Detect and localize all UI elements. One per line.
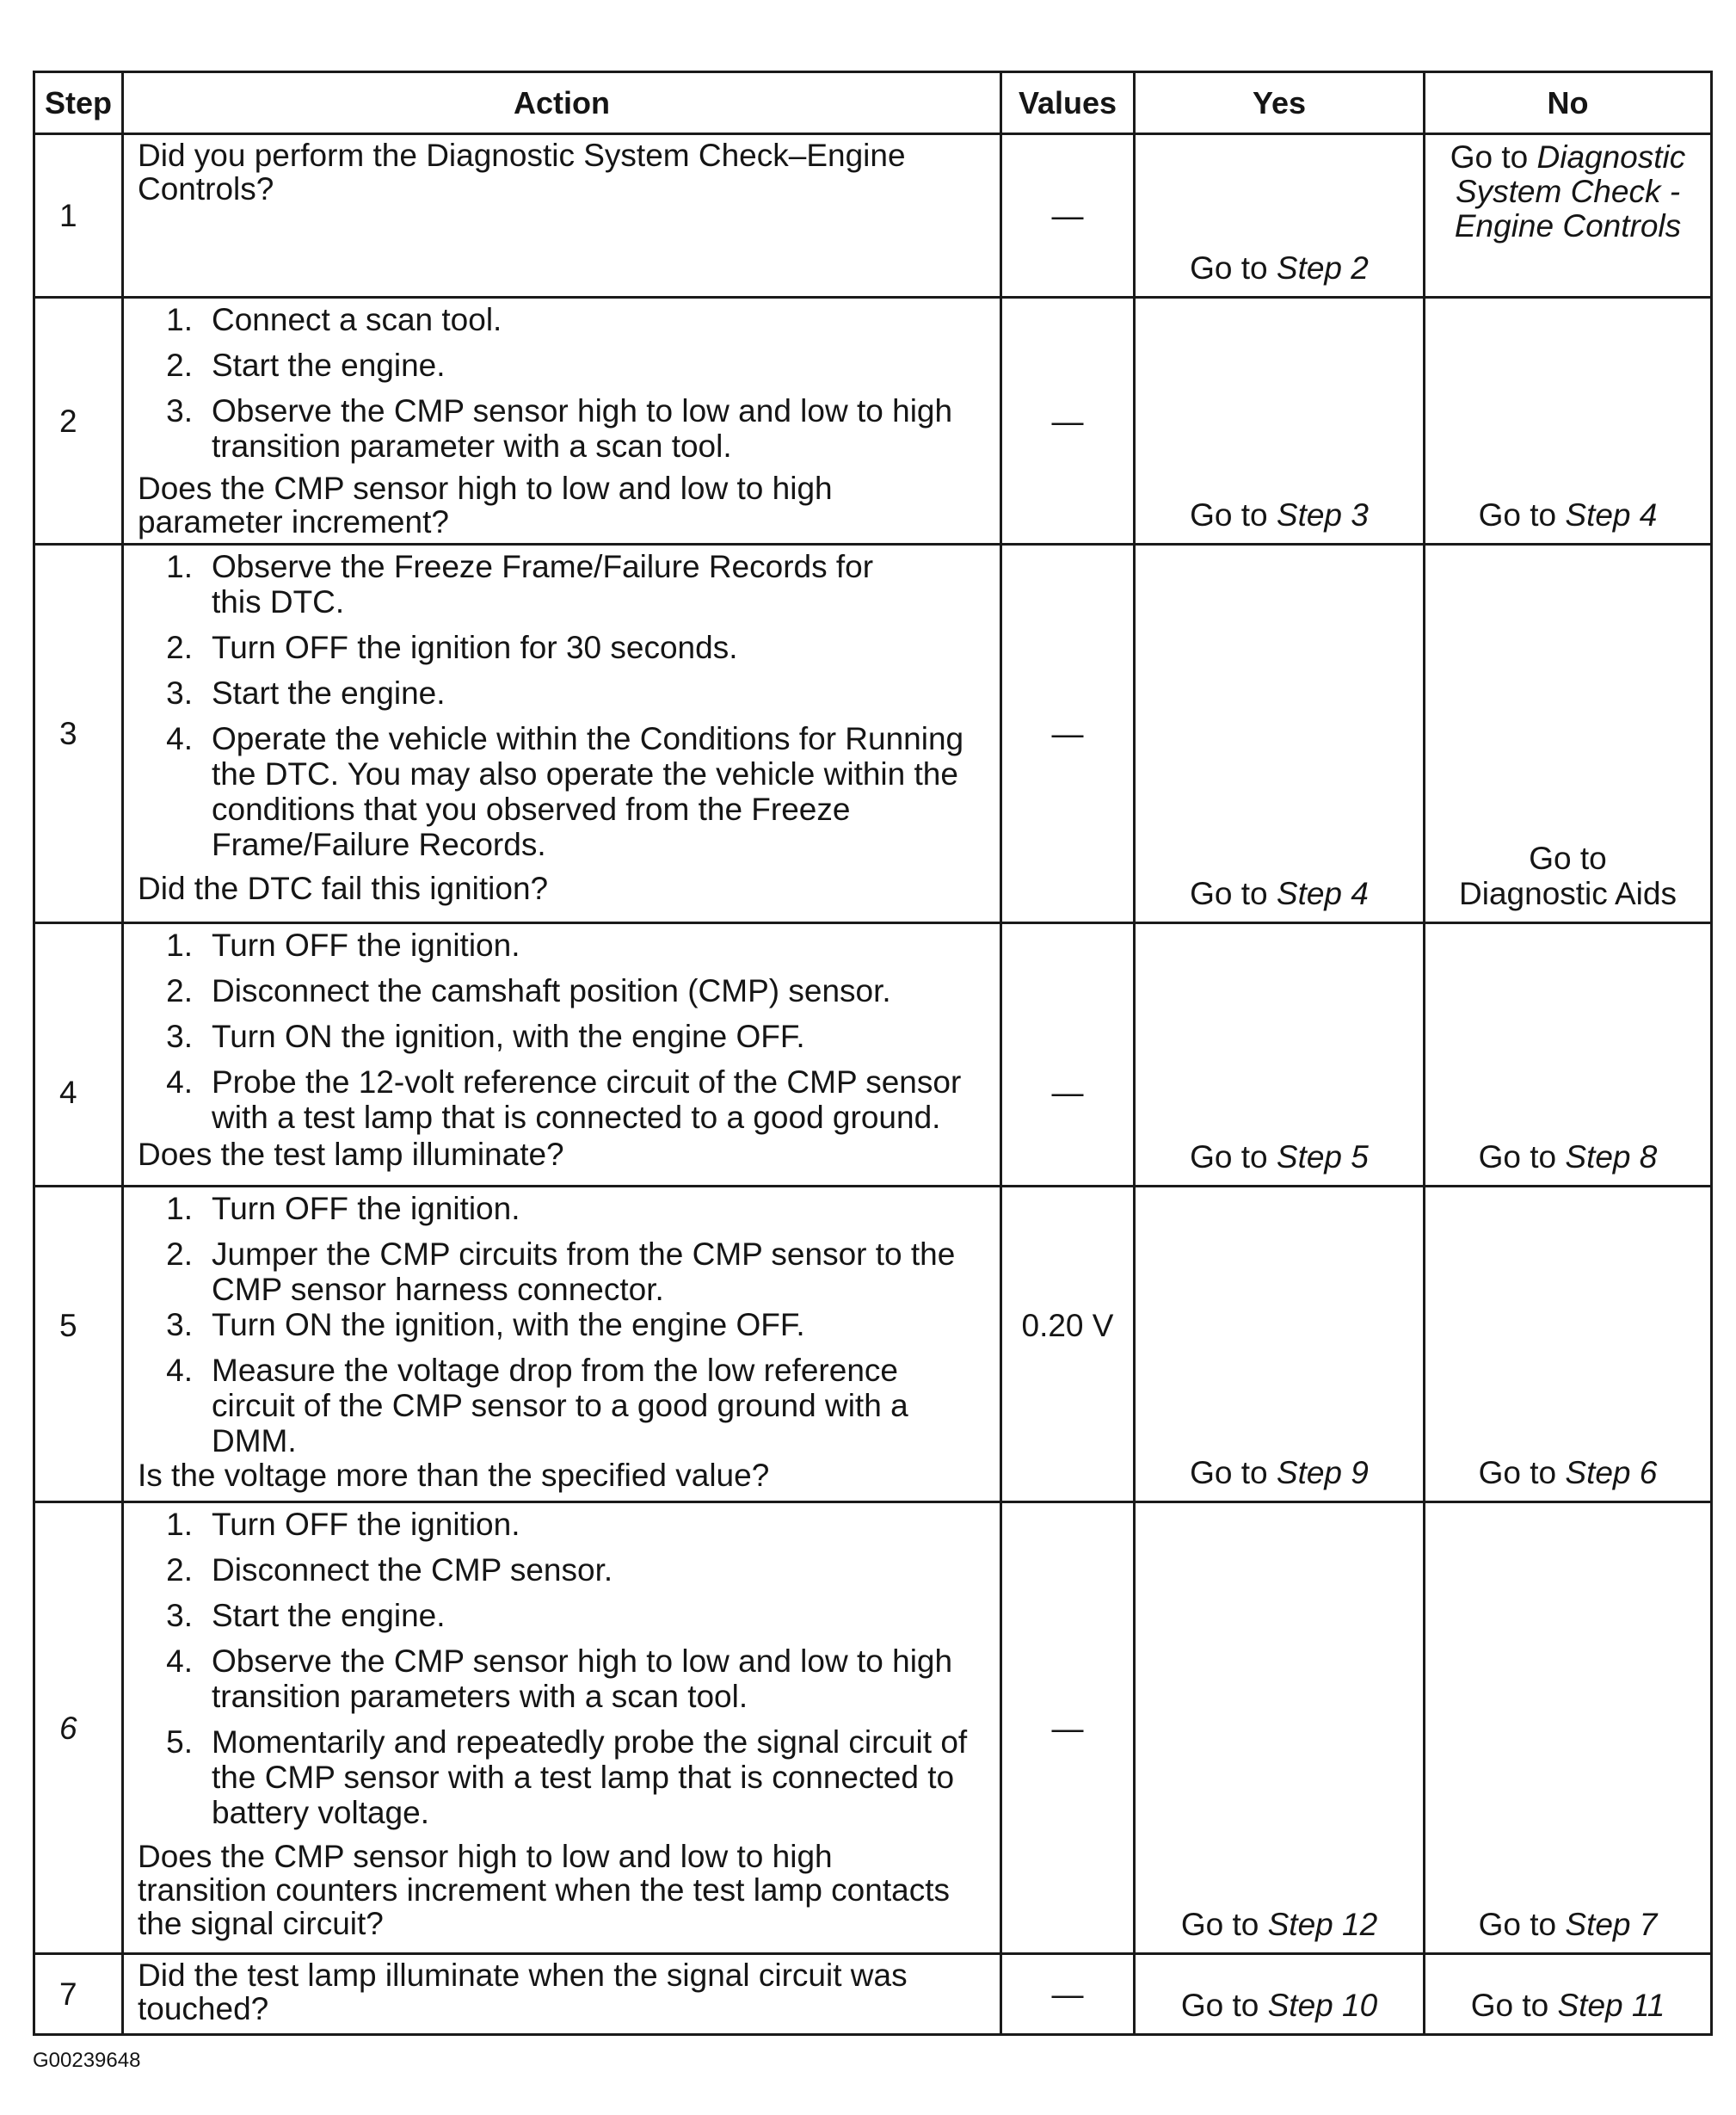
yes-prefix: Go to — [1190, 876, 1268, 911]
item-line: Observe the CMP sensor high to low and low to high — [212, 1643, 953, 1679]
item-number: 2. — [166, 348, 193, 383]
row-2-step — [35, 299, 121, 543]
row-7-no — [1425, 1955, 1710, 2033]
item-line: Frame/Failure Records. — [212, 827, 546, 862]
item-line: Measure the voltage drop from the low reference — [212, 1353, 898, 1388]
item-number: 3. — [166, 675, 193, 711]
action-item — [138, 1507, 993, 1542]
item-line: Turn ON the ignition, with the engine OFF. — [212, 1307, 805, 1342]
item-number: 1. — [166, 1507, 193, 1542]
row-3-no — [1425, 546, 1710, 922]
action-item — [138, 1019, 993, 1054]
question-line: Did the test lamp illuminate when the signal circuit was — [138, 1958, 908, 1993]
row-6-value — [1002, 1503, 1133, 1952]
action-item — [138, 1353, 993, 1458]
row-6-question — [138, 1840, 993, 1940]
row-4-step — [35, 924, 121, 1185]
row-1-question — [138, 139, 993, 206]
row-6-no — [1425, 1503, 1710, 1952]
row-2-action — [124, 299, 1000, 543]
item-number: 4. — [166, 1353, 193, 1388]
row-4-action — [124, 924, 1000, 1185]
question-line: Did the DTC fail this ignition? — [138, 871, 549, 906]
row-7-yes — [1136, 1955, 1423, 2033]
item-number: 2. — [166, 973, 193, 1008]
item-number: 1. — [166, 1191, 193, 1226]
item-line: Disconnect the camshaft position (CMP) sensor. — [212, 973, 891, 1008]
question-line: Does the CMP sensor high to low and low to high — [138, 1839, 833, 1874]
value-text: — — [1051, 1710, 1084, 1746]
step-number: 4 — [59, 1075, 77, 1110]
item-line: transition parameter with a scan tool. — [212, 429, 732, 464]
row-2-yes — [1136, 299, 1423, 543]
yes-target: Step 5 — [1276, 1139, 1369, 1175]
question-line: touched? — [138, 1991, 269, 2026]
action-item — [138, 302, 993, 337]
yes-prefix: Go to — [1190, 1139, 1268, 1175]
item-number: 1. — [166, 928, 193, 963]
row-7-step — [35, 1955, 121, 2033]
item-line: Start the engine. — [212, 675, 446, 711]
row-5-step — [35, 1187, 121, 1501]
row-2-no — [1425, 299, 1710, 543]
yes-target: Step 9 — [1276, 1455, 1369, 1490]
row-5-action-list — [138, 1191, 993, 1458]
action-item — [138, 348, 993, 383]
no-target: Step 7 — [1565, 1907, 1658, 1942]
row-1-no — [1425, 135, 1710, 296]
yes-prefix: Go to — [1190, 250, 1268, 286]
value-text: — — [1051, 403, 1084, 439]
item-number: 3. — [166, 1307, 193, 1342]
no-prefix: Go to — [1450, 139, 1529, 175]
yes-target: Step 2 — [1276, 250, 1369, 286]
item-line: Turn OFF the ignition for 30 seconds. — [212, 630, 738, 665]
yes-text — [1181, 1988, 1377, 2023]
item-number: 4. — [166, 1643, 193, 1679]
item-line: Turn OFF the ignition. — [212, 928, 520, 963]
step-number: 3 — [59, 716, 77, 751]
row-1-yes — [1136, 135, 1423, 296]
row-2-action-list — [138, 302, 993, 464]
question-line: Is the voltage more than the specified value? — [138, 1458, 770, 1493]
row-5-value — [1002, 1187, 1133, 1501]
question-line: Controls? — [138, 171, 274, 207]
item-line: Observe the Freeze Frame/Failure Records for — [212, 549, 874, 584]
row-3-step — [35, 546, 121, 922]
yes-text — [1190, 1139, 1369, 1175]
value-text: — — [1051, 1976, 1084, 2012]
action-item — [138, 549, 993, 620]
no-text — [1459, 841, 1677, 911]
action-item — [138, 721, 993, 862]
diagnostic-table — [33, 71, 1713, 2036]
no-prefix: Go to — [1478, 1907, 1557, 1942]
row-1-value — [1002, 135, 1133, 296]
row-6-yes — [1136, 1503, 1423, 1952]
item-number: 5. — [166, 1724, 193, 1760]
header-step: Step — [35, 73, 121, 133]
yes-target: Step 10 — [1267, 1988, 1378, 2023]
step-number: 5 — [59, 1307, 77, 1343]
item-line: Turn OFF the ignition. — [212, 1507, 520, 1542]
row-3-question — [138, 872, 993, 905]
row-6-action-list — [138, 1507, 993, 1830]
item-line: conditions that you observed from the Freeze — [212, 792, 851, 827]
yes-text — [1181, 1907, 1377, 1942]
step-number: 1 — [59, 198, 77, 233]
no-prefix: Go to — [1478, 1139, 1557, 1175]
item-line: circuit of the CMP sensor to a good ground with a — [212, 1388, 908, 1423]
item-number: 4. — [166, 721, 193, 756]
question-line: Does the CMP sensor high to low and low to high — [138, 471, 833, 506]
row-5-action — [124, 1187, 1000, 1501]
yes-prefix: Go to — [1180, 1907, 1259, 1942]
no-prefix: Go to — [1478, 497, 1557, 533]
value-text: — — [1051, 716, 1084, 751]
item-line: CMP sensor harness connector. — [212, 1272, 664, 1307]
item-line: Connect a scan tool. — [212, 302, 502, 337]
item-line: battery voltage. — [212, 1795, 429, 1830]
row-4-question — [138, 1138, 993, 1171]
action-item — [138, 1236, 993, 1307]
no-target: Step 4 — [1565, 497, 1658, 533]
no-text — [1434, 140, 1702, 244]
row-4-yes — [1136, 924, 1423, 1185]
action-item — [138, 675, 993, 711]
question-line: Did you perform the Diagnostic System Check–Engine — [138, 138, 906, 173]
item-line: transition parameters with a scan tool. — [212, 1679, 748, 1714]
item-line: Probe the 12-volt reference circuit of the CMP sensor — [212, 1064, 962, 1100]
row-7-value — [1002, 1955, 1133, 2033]
no-text — [1479, 497, 1658, 533]
action-item — [138, 1064, 993, 1135]
item-number: 1. — [166, 549, 193, 584]
yes-target: Step 12 — [1267, 1907, 1378, 1942]
yes-target: Step 4 — [1276, 876, 1369, 911]
row-4-value — [1002, 924, 1133, 1185]
item-number: 2. — [166, 1236, 193, 1272]
value-text: — — [1051, 198, 1084, 233]
header-action: Action — [124, 73, 1000, 133]
row-1-action — [124, 135, 1000, 296]
no-text — [1479, 1907, 1658, 1942]
yes-text — [1190, 497, 1369, 533]
yes-prefix: Go to — [1180, 1988, 1259, 2023]
value-text: 0.20 V — [1021, 1307, 1114, 1343]
row-7-action — [124, 1955, 1000, 2033]
item-line: Start the engine. — [212, 1598, 446, 1633]
question-line: parameter increment? — [138, 504, 449, 540]
header-values: Values — [1002, 73, 1133, 133]
row-3-action — [124, 546, 1000, 922]
item-line: Start the engine. — [212, 348, 446, 383]
action-item — [138, 1724, 993, 1830]
action-item — [138, 630, 993, 665]
item-line: Jumper the CMP circuits from the CMP sensor to the — [212, 1236, 956, 1272]
item-line: the DTC. You may also operate the vehicle within the — [212, 756, 958, 792]
no-target: Step 6 — [1565, 1455, 1658, 1490]
no-target: Diagnostic Aids — [1459, 876, 1677, 911]
item-line: Turn ON the ignition, with the engine OFF. — [212, 1019, 805, 1054]
row-4-no — [1425, 924, 1710, 1185]
row-3-action-list — [138, 549, 993, 862]
item-line: DMM. — [212, 1423, 297, 1458]
question-line: Does the test lamp illuminate? — [138, 1137, 564, 1172]
row-3-yes — [1136, 546, 1423, 922]
row-5-yes — [1136, 1187, 1423, 1501]
item-number: 2. — [166, 630, 193, 665]
value-text: — — [1051, 1075, 1084, 1110]
row-2-question — [138, 472, 993, 539]
item-line: with a test lamp that is connected to a good ground. — [212, 1100, 941, 1135]
header-no: No — [1425, 73, 1710, 133]
item-number: 3. — [166, 1019, 193, 1054]
no-target: Diagnostic System Check - Engine Controls — [1454, 139, 1686, 244]
item-line: the CMP sensor with a test lamp that is connected to — [212, 1760, 955, 1795]
no-prefix: Go to — [1478, 1455, 1557, 1490]
yes-text — [1190, 1455, 1369, 1490]
yes-text — [1190, 876, 1369, 911]
yes-prefix: Go to — [1190, 497, 1268, 533]
item-line: Turn OFF the ignition. — [212, 1191, 520, 1226]
action-item — [138, 1191, 993, 1226]
header-yes: Yes — [1136, 73, 1423, 133]
step-number: 6 — [59, 1710, 77, 1746]
row-1-step — [35, 135, 121, 296]
no-text — [1471, 1988, 1665, 2023]
yes-text — [1190, 250, 1369, 286]
item-line: Operate the vehicle within the Conditions for Running — [212, 721, 964, 756]
figure-code: G00239648 — [33, 2049, 141, 2072]
no-prefix: Go to — [1529, 841, 1607, 876]
no-text — [1479, 1455, 1658, 1490]
row-4-action-list — [138, 928, 993, 1135]
action-item — [138, 1598, 993, 1633]
item-line: Observe the CMP sensor high to low and low to high — [212, 393, 953, 429]
item-line: this DTC. — [212, 584, 345, 620]
row-6-step — [35, 1503, 121, 1952]
item-number: 3. — [166, 393, 193, 429]
item-line: Disconnect the CMP sensor. — [212, 1552, 613, 1588]
no-target: Step 8 — [1565, 1139, 1658, 1175]
yes-prefix: Go to — [1190, 1455, 1268, 1490]
step-number: 7 — [59, 1976, 77, 2012]
row-5-no — [1425, 1187, 1710, 1501]
action-item — [138, 1307, 993, 1342]
step-number: 2 — [59, 403, 77, 439]
item-number: 4. — [166, 1064, 193, 1100]
item-number: 1. — [166, 302, 193, 337]
item-line: Momentarily and repeatedly probe the signal circuit of — [212, 1724, 968, 1760]
row-5-question — [138, 1458, 993, 1492]
row-3-value — [1002, 546, 1133, 922]
row-6-action — [124, 1503, 1000, 1952]
row-2-value — [1002, 299, 1133, 543]
question-line: transition counters increment when the test lamp contacts — [138, 1872, 950, 1908]
action-item — [138, 928, 993, 963]
item-number: 2. — [166, 1552, 193, 1588]
action-item — [138, 1643, 993, 1714]
no-prefix: Go to — [1470, 1988, 1549, 2023]
question-line: the signal circuit? — [138, 1906, 384, 1941]
action-item — [138, 393, 993, 464]
action-item — [138, 973, 993, 1008]
no-text — [1479, 1139, 1658, 1175]
yes-target: Step 3 — [1276, 497, 1369, 533]
action-item — [138, 1552, 993, 1588]
no-target: Step 11 — [1557, 1988, 1665, 2023]
row-7-question — [138, 1958, 993, 2026]
item-number: 3. — [166, 1598, 193, 1633]
